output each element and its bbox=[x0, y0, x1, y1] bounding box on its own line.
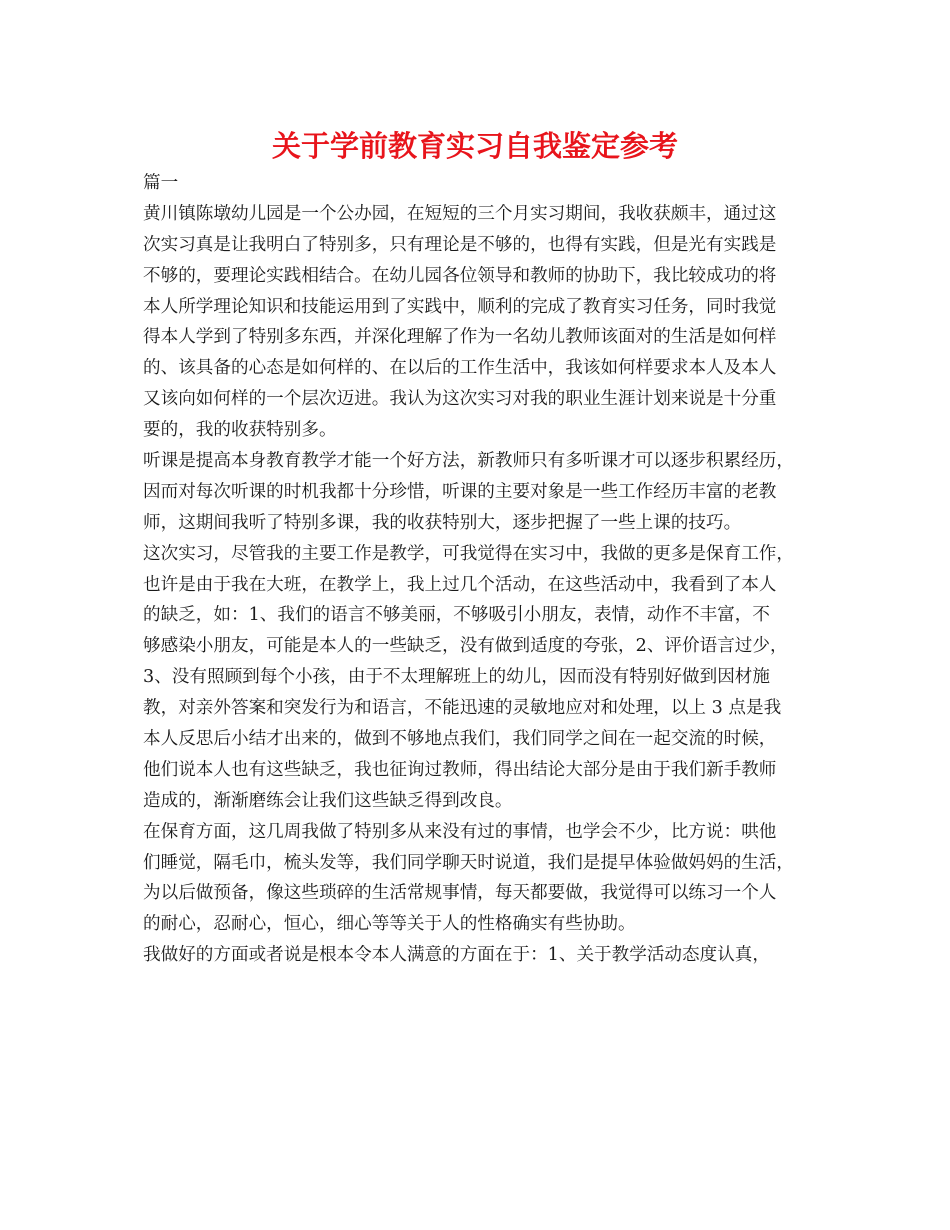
text-line: 黄川镇陈墩幼儿园是一个公办园，在短短的三个月实习期间，我收获颇丰，通过这 bbox=[143, 203, 777, 224]
text-line: 够感染小朋友，可能是本人的一些缺乏，没有做到适度的夸张，2、评价语言过少， bbox=[143, 636, 788, 657]
text-line: 次实习真是让我明白了特别多，只有理论是不够的，也得有实践，但是光有实践是 bbox=[143, 234, 777, 255]
text-line: 他们说本人也有这些缺乏，我也征询过教师，得出结论大部分是由于我们新手教师 bbox=[143, 759, 777, 780]
text-line: 为以后做预备，像这些琐碎的生活常规事情，每天都要做，我觉得可以练习一个人 bbox=[143, 883, 777, 904]
text-line: 们睡觉，隔毛巾，梳头发等，我们同学聊天时说道，我们是提早体验做妈妈的生活， bbox=[143, 852, 794, 873]
text-line: 的耐心，忍耐心，恒心，细心等等关于人的性格确实有些协助。 bbox=[143, 914, 636, 935]
document-title: 关于学前教育实习自我鉴定参考 bbox=[271, 129, 678, 163]
text-line: 的、该具备的心态是如何样的、在以后的工作生活中，我该如何样要求本人及本人 bbox=[143, 358, 777, 379]
text-line: 我做好的方面或者说是根本令本人满意的方面在于：1、关于教学活动态度认真， bbox=[143, 945, 770, 966]
text-line: 本人所学理论知识和技能运用到了实践中，顺利的完成了教育实习任务，同时我觉 bbox=[143, 296, 777, 317]
text-line: 听课是提高本身教育教学才能一个好方法，新教师只有多听课才可以逐步积累经历， bbox=[143, 451, 794, 472]
text-line: 师，这期间我听了特别多课，我的收获特别大，逐步把握了一些上课的技巧。 bbox=[143, 512, 742, 533]
text-line: 这次实习，尽管我的主要工作是教学，可我觉得在实习中，我做的更多是保育工作， bbox=[143, 543, 794, 564]
text-line: 也许是由于我在大班，在教学上，我上过几个活动，在这些活动中，我看到了本人 bbox=[143, 574, 777, 595]
text-line: 得本人学到了特别多东西，并深化理解了作为一名幼儿教师该面对的生活是如何样 bbox=[143, 327, 777, 348]
section-label: 篇一 bbox=[143, 173, 179, 193]
text-line: 本人反思后小结才出来的，做到不够地点我们，我们同学之间在一起交流的时候， bbox=[143, 729, 777, 750]
text-line: 教，对亲外答案和突发行为和语言，不能迅速的灵敏地应对和处理，以上 3 点是我 bbox=[143, 698, 782, 719]
text-line: 因而对每次听课的时机我都十分珍惜，听课的主要对象是一些工作经历丰富的老教 bbox=[143, 481, 777, 502]
text-line: 在保育方面，这几周我做了特别多从来没有过的事情，也学会不少，比方说：哄他 bbox=[143, 821, 777, 842]
text-line: 不够的，要理论实践相结合。在幼儿园各位领导和教师的协助下，我比较成功的将 bbox=[143, 265, 777, 286]
text-line: 的缺乏，如：1、我们的语言不够美丽，不够吸引小朋友，表情，动作不丰富，不 bbox=[143, 605, 770, 626]
text-line: 又该向如何样的一个层次迈进。我认为这次实习对我的职业生涯计划来说是十分重 bbox=[143, 389, 777, 410]
text-line: 要的，我的收获特别多。 bbox=[143, 420, 337, 441]
document-body bbox=[143, 168, 823, 971]
text-line: 造成的，渐渐磨练会让我们这些缺乏得到改良。 bbox=[143, 790, 513, 811]
text-line: 3、没有照顾到每个小孩，由于不太理解班上的幼儿，因而没有特别好做到因材施 bbox=[143, 667, 770, 688]
